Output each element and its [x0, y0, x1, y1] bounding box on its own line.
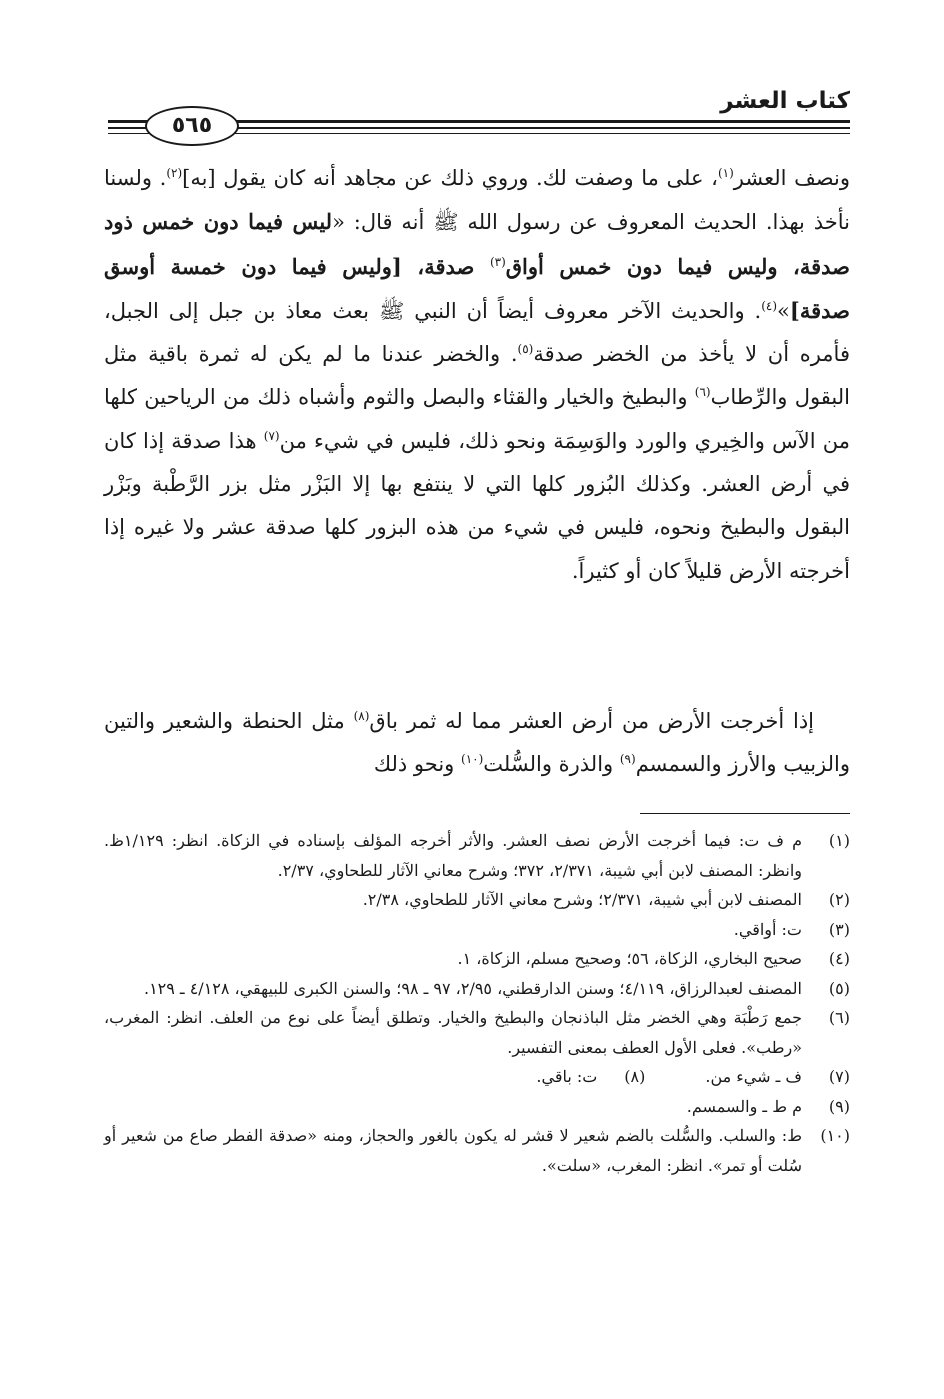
- footnote-ref: (٥): [517, 342, 534, 357]
- footnote: [104, 1092, 850, 1122]
- text-run: هذا صدقة إذا كان في أرض العشر. وكذلك البُزور كلها التي لا ينتفع بها إلا البَزْر مثل بزر الرَّطْبة وبَزْر البقول والبطيخ ونحوه، فليس في شيء من هذه البزور كلها صدقة عشر ولا غيره إذا أخرجته الأرض قليلاً كان أو كثيراً.: [104, 428, 850, 583]
- footnotes: [104, 826, 850, 1180]
- text-run: ونصف العشر: [733, 166, 851, 190]
- footnote-number: (١٠): [820, 1126, 850, 1145]
- page-number: ٥٦٥: [145, 106, 239, 146]
- footnote-text: م ط ـ والسمسم.: [686, 1096, 802, 1116]
- footnote-text: صحيح البخاري، الزكاة، ٥٦؛ وصحيح مسلم، الزكاة، ١.: [457, 949, 802, 968]
- main-paragraph: [104, 157, 850, 593]
- footnote: [104, 974, 850, 1004]
- text-run: ، على ما وصفت لك. وروي ذلك عن مجاهد أنه كان يقول [به]: [182, 166, 718, 190]
- text-run: . والخضر عندنا ما لم يكن له ثمرة باقية مثل البقول والرِّطاب: [104, 342, 850, 410]
- footnote-ref: (٦): [694, 385, 711, 400]
- text-run: إذا أخرجت الأرض من أرض العشر مما له ثمر باق: [369, 709, 815, 733]
- text-run: . والحديث الآخر معروف أيضاً أن النبي ﷺ بعث معاذ بن جبل إلى الجبل، فأمره أن لا يأخذ من الخضر صدقة: [104, 298, 850, 367]
- text-run: ونحو ذلك: [373, 752, 462, 777]
- footnote-text: ت: باقي.: [536, 1067, 598, 1086]
- footnote-ref: (٤): [761, 298, 778, 313]
- second-paragraph: [104, 700, 850, 787]
- footnote-ref: (٧): [263, 428, 280, 443]
- footnote-number: (٥): [828, 978, 850, 998]
- footnote-ref: (١): [717, 166, 734, 180]
- footnote-number: (٧): [828, 1067, 850, 1086]
- footnote: [104, 1003, 850, 1062]
- text-run: »: [777, 298, 790, 323]
- footnote-text: ت: أواقي.: [733, 919, 802, 939]
- text-run: والذرة والسُّلت: [483, 752, 620, 777]
- footnote-number: (٢): [828, 890, 850, 909]
- footnote-text: م ف ت: فيما أخرجت الأرض نصف العشر. والأثر أخرجه المؤلف بإسناده في الزكاة. انظر: ١/١٢٩ظ. وانظر: المصنف لابن أبي شيبة، ٢/٣٧١، ٣٧٢؛ وشرح معاني الآثار للطحاوي، ٢/٣٧.: [104, 831, 803, 880]
- footnote: [104, 915, 850, 945]
- text-run: مثل الحنطة والشعير والتين والزبيب والأرز والسمسم: [104, 709, 850, 777]
- footnote-ref: (٨): [353, 709, 370, 723]
- footnote-text: المصنف لعبدالرزاق، ٤/١١٩؛ وسنن الدارقطني، ٢/٩٥، ٩٧ ـ ٩٨؛ والسنن الكبرى للبيهقي، ٤/١٢٨ ـ ١٢٩.: [143, 978, 802, 998]
- footnote-ref: (١٠): [461, 752, 484, 767]
- footnote-number: (١): [828, 831, 850, 850]
- footnote: [104, 885, 850, 915]
- hadith-text: ليس فيما دون خمس ذود صدقة، وليس فيما دون خمس أواق: [104, 209, 850, 279]
- footnote-separator: [640, 813, 850, 814]
- running-title: كتاب العشر: [720, 88, 850, 114]
- text-run: والبطيخ والخيار والقثاء والبصل والثوم وأشباه ذلك من الرياحين كلها من الآس والخِيري والورد والوَسِمَة ونحو ذلك، فليس في شيء من: [104, 385, 851, 453]
- footnote-ref: (٩): [619, 752, 636, 767]
- footnote-number: (٦): [828, 1008, 850, 1027]
- footnote-number: (٤): [828, 949, 850, 968]
- footnote-number: (٩): [828, 1096, 850, 1116]
- footnote-ref: (٢): [166, 166, 183, 180]
- footnote-text: ط: والسلب. والسُّلت بالضم شعير لا قشر له يكون بالغور والحجاز، ومنه «صدقة الفطر صاع من شعير أو سُلت أو تمر». انظر: المغرب، «سلت».: [104, 1126, 802, 1175]
- text-run: . ولسنا نأخذ بهذا. الحديث المعروف عن رسول الله ﷺ أنه قال: «: [104, 166, 850, 235]
- footnote: [104, 826, 850, 885]
- footnote-text: جمع رَطْبَة وهي الخضر مثل الباذنجان والبطيخ والخيار. وتطلق أيضاً على نوع من العلف. انظر: المغرب، «رطب». فعلى الأول العطف بمعنى التفسير.: [104, 1008, 803, 1057]
- footnote: [104, 1121, 850, 1180]
- footnote-pair: [104, 1062, 850, 1092]
- footnote-text: ف ـ شيء من.: [705, 1067, 802, 1086]
- hadith-text: صدقة، [وليس فيما دون خمسة أوسق صدقة]: [104, 253, 850, 323]
- footnote-number: (٨): [624, 1067, 646, 1086]
- footnote-ref: (٣): [489, 254, 506, 269]
- footnote-text: المصنف لابن أبي شيبة، ٢/٣٧١؛ وشرح معاني الآثار للطحاوي، ٢/٣٨.: [362, 890, 802, 909]
- footnote-number: (٣): [828, 919, 850, 939]
- footnote: [104, 944, 850, 974]
